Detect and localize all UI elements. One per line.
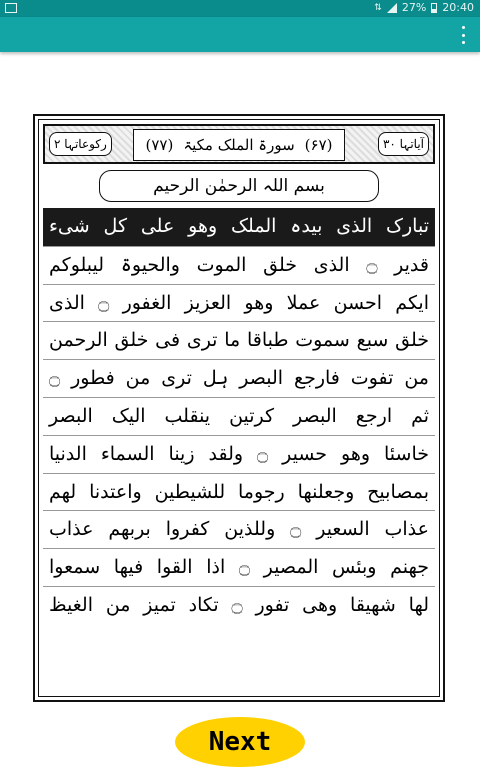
- surah-header: [43, 124, 435, 164]
- verse-line: ایکم احسن عملا وھو العزیز الغفور ۝ الذی: [43, 284, 435, 322]
- verse-line: ثم ارجع البصر کرتین ینقلب الیک البصر: [43, 397, 435, 435]
- surah-title: سورۃ الملک مکیۃ: [183, 136, 295, 154]
- verse-line: عذاب السعیر ۝ وللذین کفروا بربھم عذاب: [43, 510, 435, 548]
- app-bar: [0, 17, 480, 52]
- verse-lines: [43, 208, 435, 692]
- verse-line: قدیر ۝ الذی خلق الموت والحیوۃ لیبلوکم: [43, 246, 435, 284]
- verse-line: خاسئا وھو حسیر ۝ ولقد زینا السماء الدنیا: [43, 435, 435, 473]
- status-icons: [374, 1, 474, 14]
- surah-title-box: [133, 129, 345, 161]
- surah-number-right: (۶۷): [304, 136, 333, 154]
- battery-percent: 27%: [401, 1, 427, 14]
- bismillah: بسم اللہ الرحمٰن الرحیم: [99, 170, 379, 202]
- overflow-menu-icon[interactable]: [460, 26, 466, 44]
- screenshot-notification-icon: [5, 3, 17, 13]
- ruku-count-tag: رکوعاتہا ۲: [49, 132, 112, 156]
- status-time: 20:40: [442, 1, 474, 14]
- data-arrows-icon: ⇅: [374, 2, 382, 13]
- ayat-count-tag: آیاتہا ۳۰: [378, 132, 429, 156]
- verse-line: جھنم وبئس المصیر ۝ اذا القوا فیھا سمعوا: [43, 548, 435, 586]
- next-button[interactable]: Next: [175, 717, 305, 767]
- verse-line: تبارک الذی بیدہ الملک وھو علی کل شیء: [43, 208, 435, 246]
- quran-page: [33, 114, 445, 702]
- status-bar: [0, 0, 480, 17]
- signal-icon: [387, 3, 397, 13]
- verse-line: لھا شھیقا وھی تفور ۝ تکاد تمیز من الغیظ: [43, 586, 435, 624]
- surah-number-left: (۷۷): [145, 136, 174, 154]
- page-frame: [38, 119, 440, 697]
- verse-line: خلق سبع سموت طباقا ما تری فی خلق الرحمن: [43, 321, 435, 359]
- verse-line: من تفوت فارجع البصر ہل تری من فطور ۝: [43, 359, 435, 397]
- verse-line: بمصابیح وجعلنھا رجوما للشیطین واعتدنا لھم: [43, 473, 435, 511]
- battery-icon: [431, 3, 437, 13]
